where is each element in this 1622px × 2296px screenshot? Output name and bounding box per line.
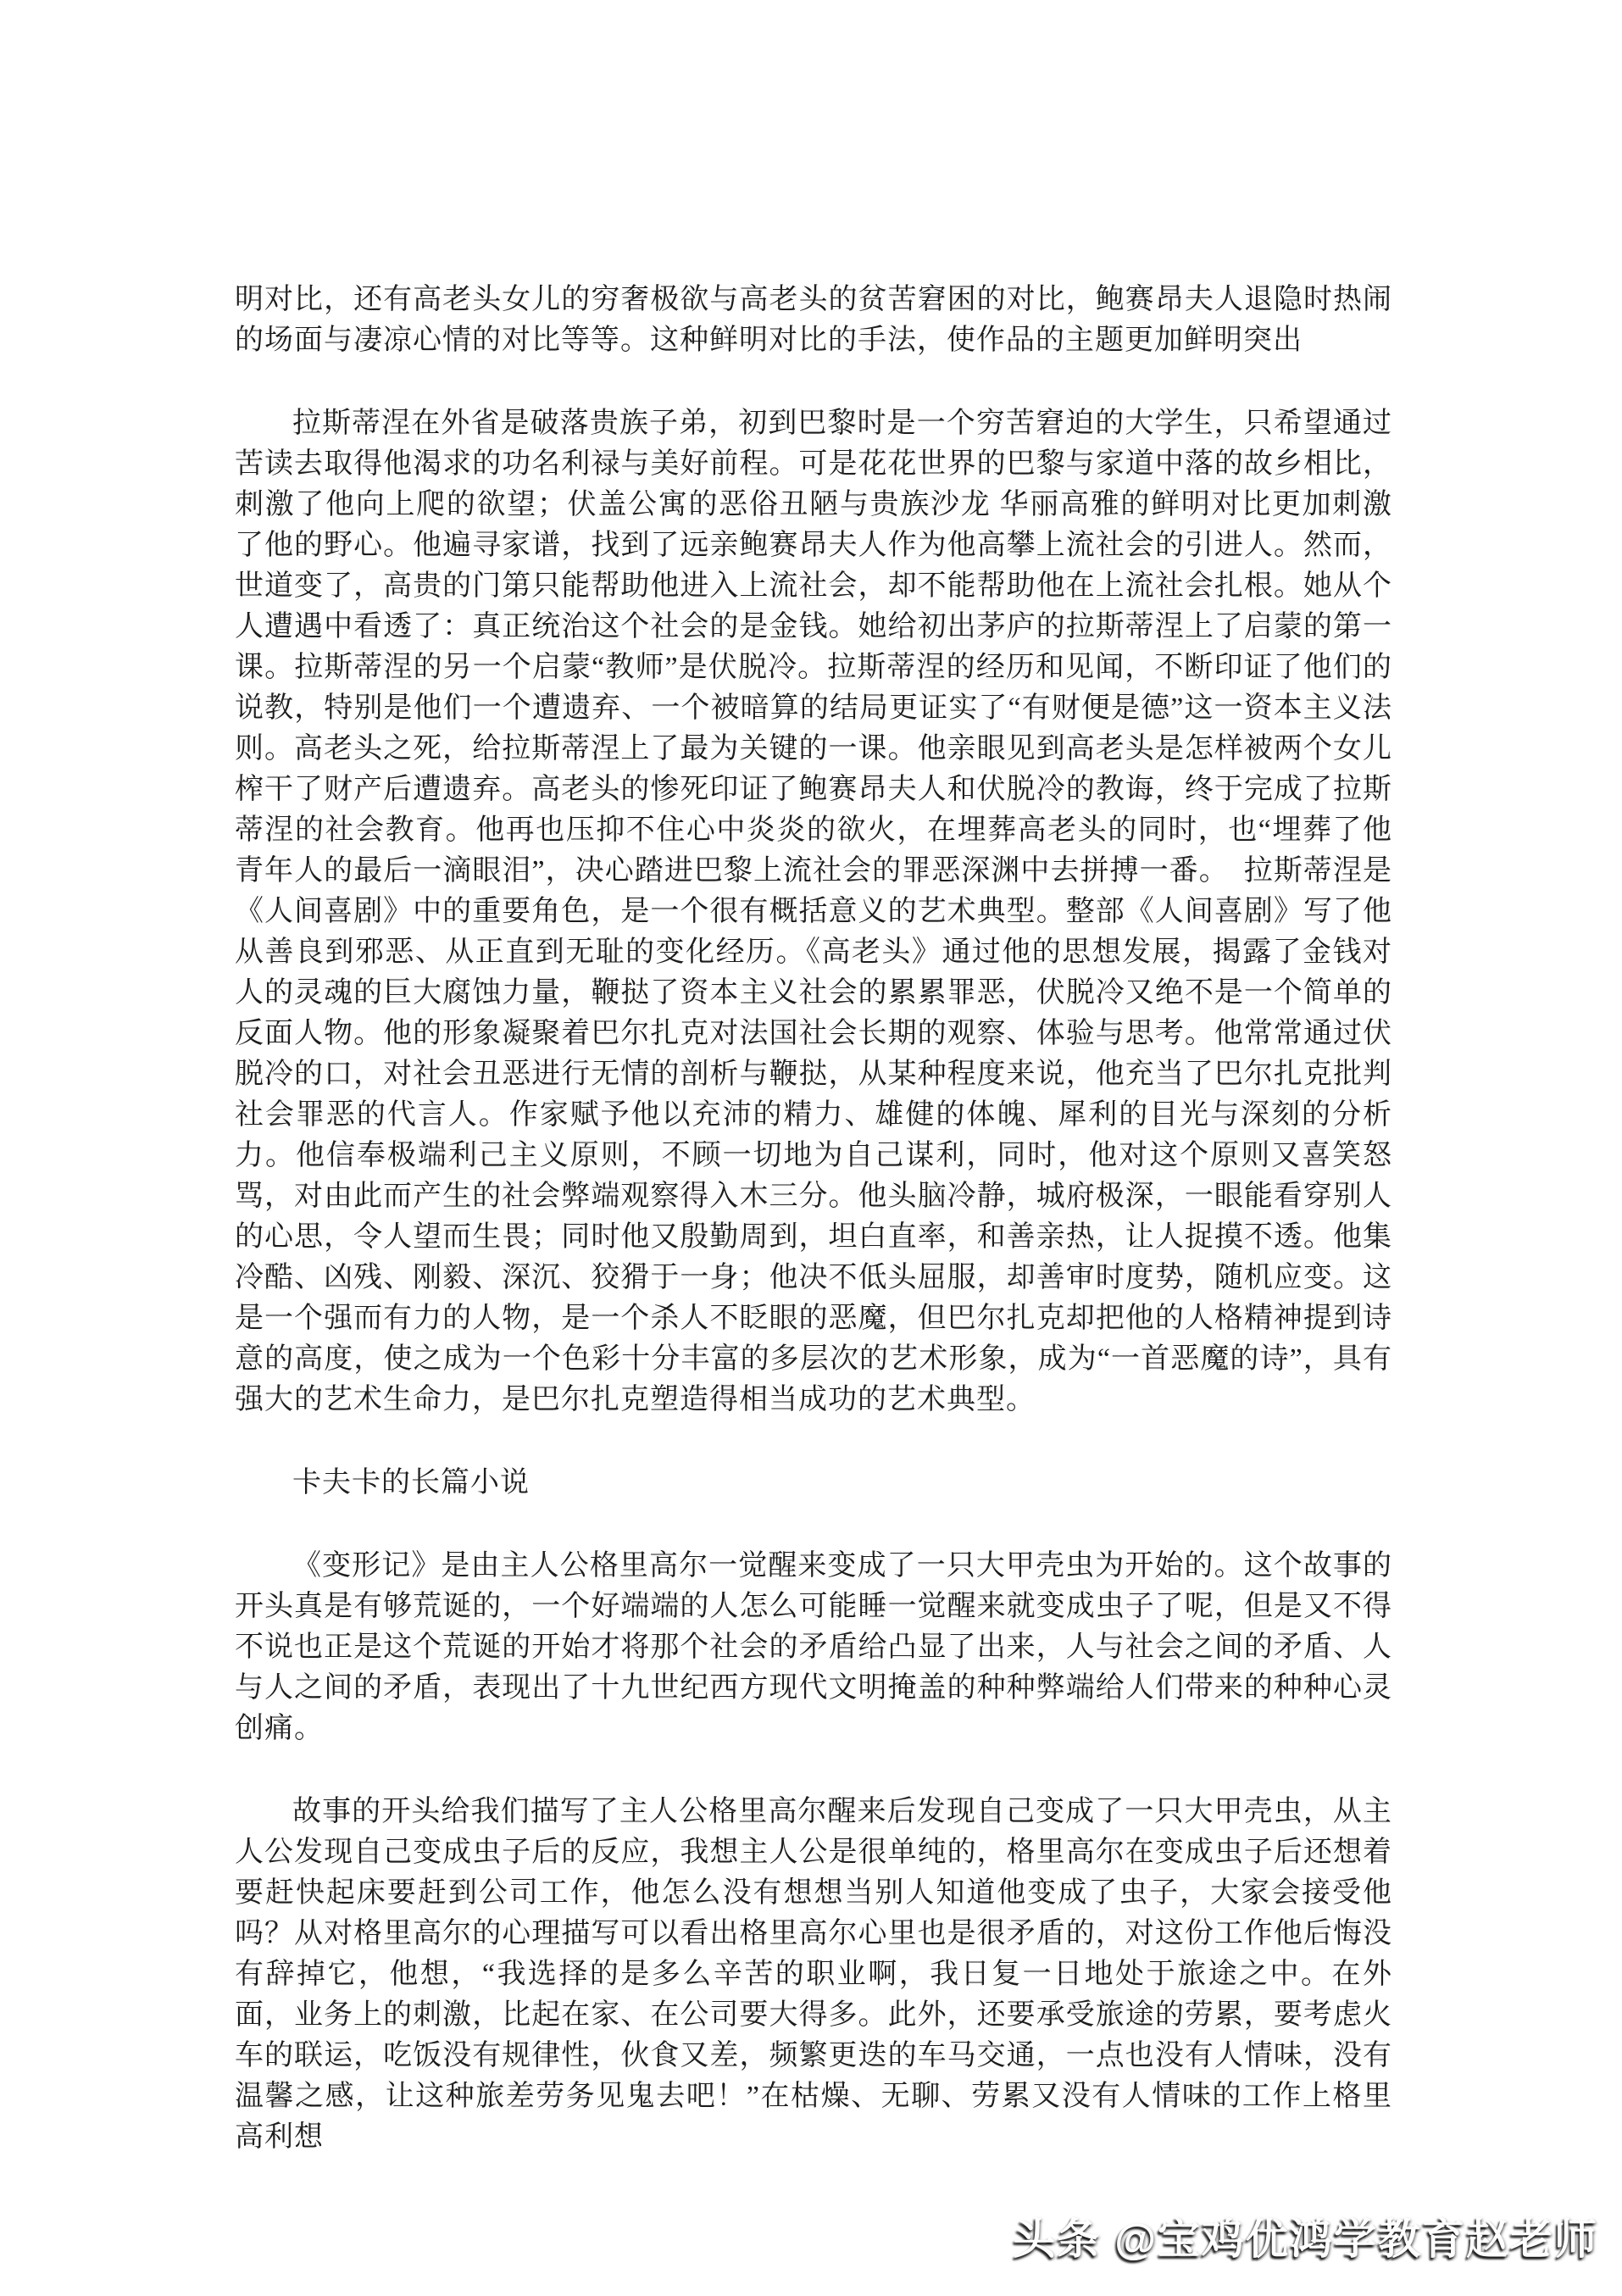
document-body — [235, 280, 1392, 2200]
toutiao-watermark: 头条 @宝鸡优鸿学教育赵老师 — [1013, 2215, 1598, 2263]
section-heading-kafka: 卡夫卡的长篇小说 — [292, 1467, 530, 1498]
paragraph-rastignac-analysis: 拉斯蒂涅在外省是破落贵族子弟，初到巴黎时是一个穷苦窘迫的大学生，只希望通过苦读去取得他渴求的功名利禄与美好前程。可是花花世界的巴黎与家道中落的故乡相比，刺激了他向上爬的欲望；伏盖公寓的恶俗丑陋与贵族沙龙 华丽高雅的鲜明对比更加刺激了他的野心。他遍寻家谱，找到了远亲鲍赛昂夫人作为他高攀上流社会的引进人。然而，世道变了，高贵的门第只能帮助他进入上流社会，却不能帮助他在上流社会扎根。她从个人遭遇中看透了：真正统治这个社会的是金钱。她给初出茅庐的拉斯蒂涅上了启蒙的第一课。拉斯蒂涅的另一个启蒙“教师”是伏脱冷。拉斯蒂涅的经历和见闻，不断印证了他们的说教，特别是他们一个遭遗弃、一个被暗算的结局更证实了“有财便是德”这一资本主义法则。高老头之死，给拉斯蒂涅上了最为关键的一课。他亲眼见到高老头是怎样被两个女儿榨干了财产后遭遗弃。高老头的惨死印证了鲍赛昂夫人和伏脱冷的教诲，终于完成了拉斯蒂涅的社会教育。他再也压抑不住心中炎炎的欲火，在埋葬高老头的同时，也“埋葬了他青年人的最后一滴眼泪”，决心踏进巴黎上流社会的罪恶深渊中去拼搏一番。 拉斯蒂涅是《人间喜剧》中的重要角色，是一个很有概括意义的艺术典型。整部《人间喜剧》写了他从善良到邪恶、从正直到无耻的变化经历。《高老头》通过他的思想发展，揭露了金钱对人的灵魂的巨大腐蚀力量，鞭挞了资本主义社会的累累罪恶，伏脱冷又绝不是一个简单的反面人物。他的形象凝聚着巴尔扎克对法国社会长期的观察、体验与思考。他常常通过伏脱冷的口，对社会丑恶进行无情的剖析与鞭挞，从某种程度来说，他充当了巴尔扎克批判社会罪恶的代言人。作家赋予他以充沛的精力、雄健的体魄、犀利的目光与深刻的分析力。他信奉极端利己主义原则，不顾一切地为自己谋利，同时，他对这个原则又喜笑怒骂，对由此而产生的社会弊端观察得入木三分。他头脑冷静，城府极深，一眼能看穿别人的心思，令人望而生畏；同时他又殷勤周到，坦白直率，和善亲热，让人捉摸不透。他集冷酷、凶残、刚毅、深沉、狡猾于一身；他决不低头屈服，却善审时度势，随机应变。这是一个强而有力的人物，是一个杀人不眨眼的恶魔，但巴尔扎克却把他的人格精神提到诗意的高度，使之成为一个色彩十分丰富的多层次的艺术形象，成为“一首恶魔的诗”，具有强大的艺术生命力，是巴尔扎克塑造得相当成功的艺术典型。 — [235, 408, 1392, 1415]
paragraph-metamorphosis-story: 故事的开头给我们描写了主人公格里高尔醒来后发现自己变成了一只大甲壳虫，从主人公发现自己变成虫子后的反应，我想主人公是很单纯的，格里高尔在变成虫子后还想着要赶快起床要赶到公司工作，他怎么没有想想当别人知道他变成了虫子，大家会接受他吗？从对格里高尔的心理描写可以看出格里高尔心里也是很矛盾的，对这份工作他后悔没有辞掉它，他想，“我选择的是多么辛苦的职业啊，我日复一日地处于旅途之中。在外面，业务上的刺激，比起在家、在公司要大得多。此外，还要承受旅途的劳累，要考虑火车的联运，吃饭没有规律性，伙食又差，频繁更迭的车马交通，一点也没有人情味，没有温馨之感，让这种旅差劳务见鬼去吧！”在枯燥、无聊、劳累又没有人情味的工作上格里高利想 — [235, 1796, 1392, 2153]
paragraph-contrast-conclusion: 明对比，还有高老头女儿的穷奢极欲与高老头的贫苦窘困的对比，鲍赛昂夫人退隐时热闹的场面与凄凉心情的对比等等。这种鲜明对比的手法，使作品的主题更加鲜明突出 — [235, 284, 1392, 356]
paragraph-metamorphosis-intro: 《变形记》是由主人公格里高尔一觉醒来变成了一只大甲壳虫为开始的。这个故事的开头真是有够荒诞的，一个好端端的人怎么可能睡一觉醒来就变成虫子了呢，但是又不得不说也正是这个荒诞的开始才将那个社会的矛盾给凸显了出来，人与社会之间的矛盾、人与人之间的矛盾，表现出了十九世纪西方现代文明掩盖的种种弊端给人们带来的种种心灵创痛。 — [235, 1550, 1392, 1744]
